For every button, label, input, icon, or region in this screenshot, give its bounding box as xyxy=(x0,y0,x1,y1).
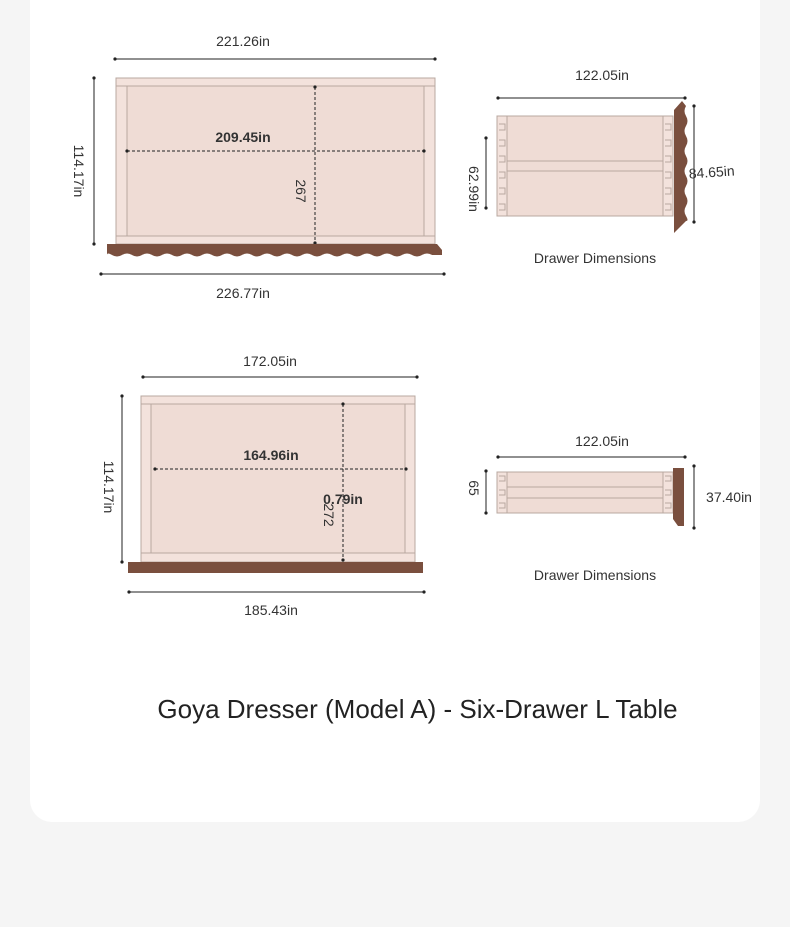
bottom-width-label: 226.77in xyxy=(216,285,270,301)
top-drawer-diagram xyxy=(466,67,735,266)
depth-label: 272 xyxy=(321,503,337,527)
cabinet-right-stile xyxy=(405,404,415,553)
bottom-width-label: 185.43in xyxy=(244,602,298,618)
drawer-right-side xyxy=(663,116,673,216)
drawer-box xyxy=(497,116,673,216)
inner-width-label: 164.96in xyxy=(243,447,299,463)
cabinet-left-stile xyxy=(116,86,127,236)
cabinet-base xyxy=(128,562,423,573)
cabinet-top-rail xyxy=(141,396,415,404)
thickness-label: 0.79in xyxy=(323,491,363,507)
drawer-side-label: 37.40in xyxy=(706,489,752,505)
bottom-drawer-diagram xyxy=(466,433,752,583)
cabinet-left-stile xyxy=(141,404,151,553)
product-title: Goya Dresser (Model A) - Six-Drawer L Table xyxy=(157,694,678,724)
bottom-cabinet-diagram xyxy=(101,353,424,618)
cabinet-body xyxy=(141,396,415,562)
drawer-width-label: 122.05in xyxy=(575,67,629,83)
drawer-front xyxy=(674,101,688,233)
drawer-width-label: 122.05in xyxy=(575,433,629,449)
height-label: 114.17in xyxy=(101,460,117,514)
drawer-box xyxy=(497,472,673,513)
height-label: 114.17in xyxy=(71,144,87,198)
cabinet-right-stile xyxy=(424,86,435,236)
cabinet-bottom-rail xyxy=(116,236,435,244)
drawer-caption: Drawer Dimensions xyxy=(533,567,657,583)
cabinet-bottom-rail xyxy=(141,553,415,562)
cabinet-top-rail xyxy=(116,78,435,86)
top-cabinet-diagram xyxy=(71,33,444,301)
drawer-caption: Drawer Dimensions xyxy=(533,250,657,266)
drawer-left-side xyxy=(497,116,507,216)
cabinet-body xyxy=(116,78,435,244)
top-width-label: 221.26in xyxy=(216,33,270,49)
depth-label: 267 xyxy=(293,179,309,203)
drawer-height-label: 62.99in xyxy=(466,166,482,212)
inner-width-label: 209.45in xyxy=(215,129,271,145)
top-width-label: 172.05in xyxy=(243,353,297,369)
drawer-front xyxy=(673,468,684,526)
drawer-height-label: 65 xyxy=(466,480,482,496)
drawer-side-label: 84.65in xyxy=(688,162,736,182)
cabinet-base xyxy=(107,244,442,257)
